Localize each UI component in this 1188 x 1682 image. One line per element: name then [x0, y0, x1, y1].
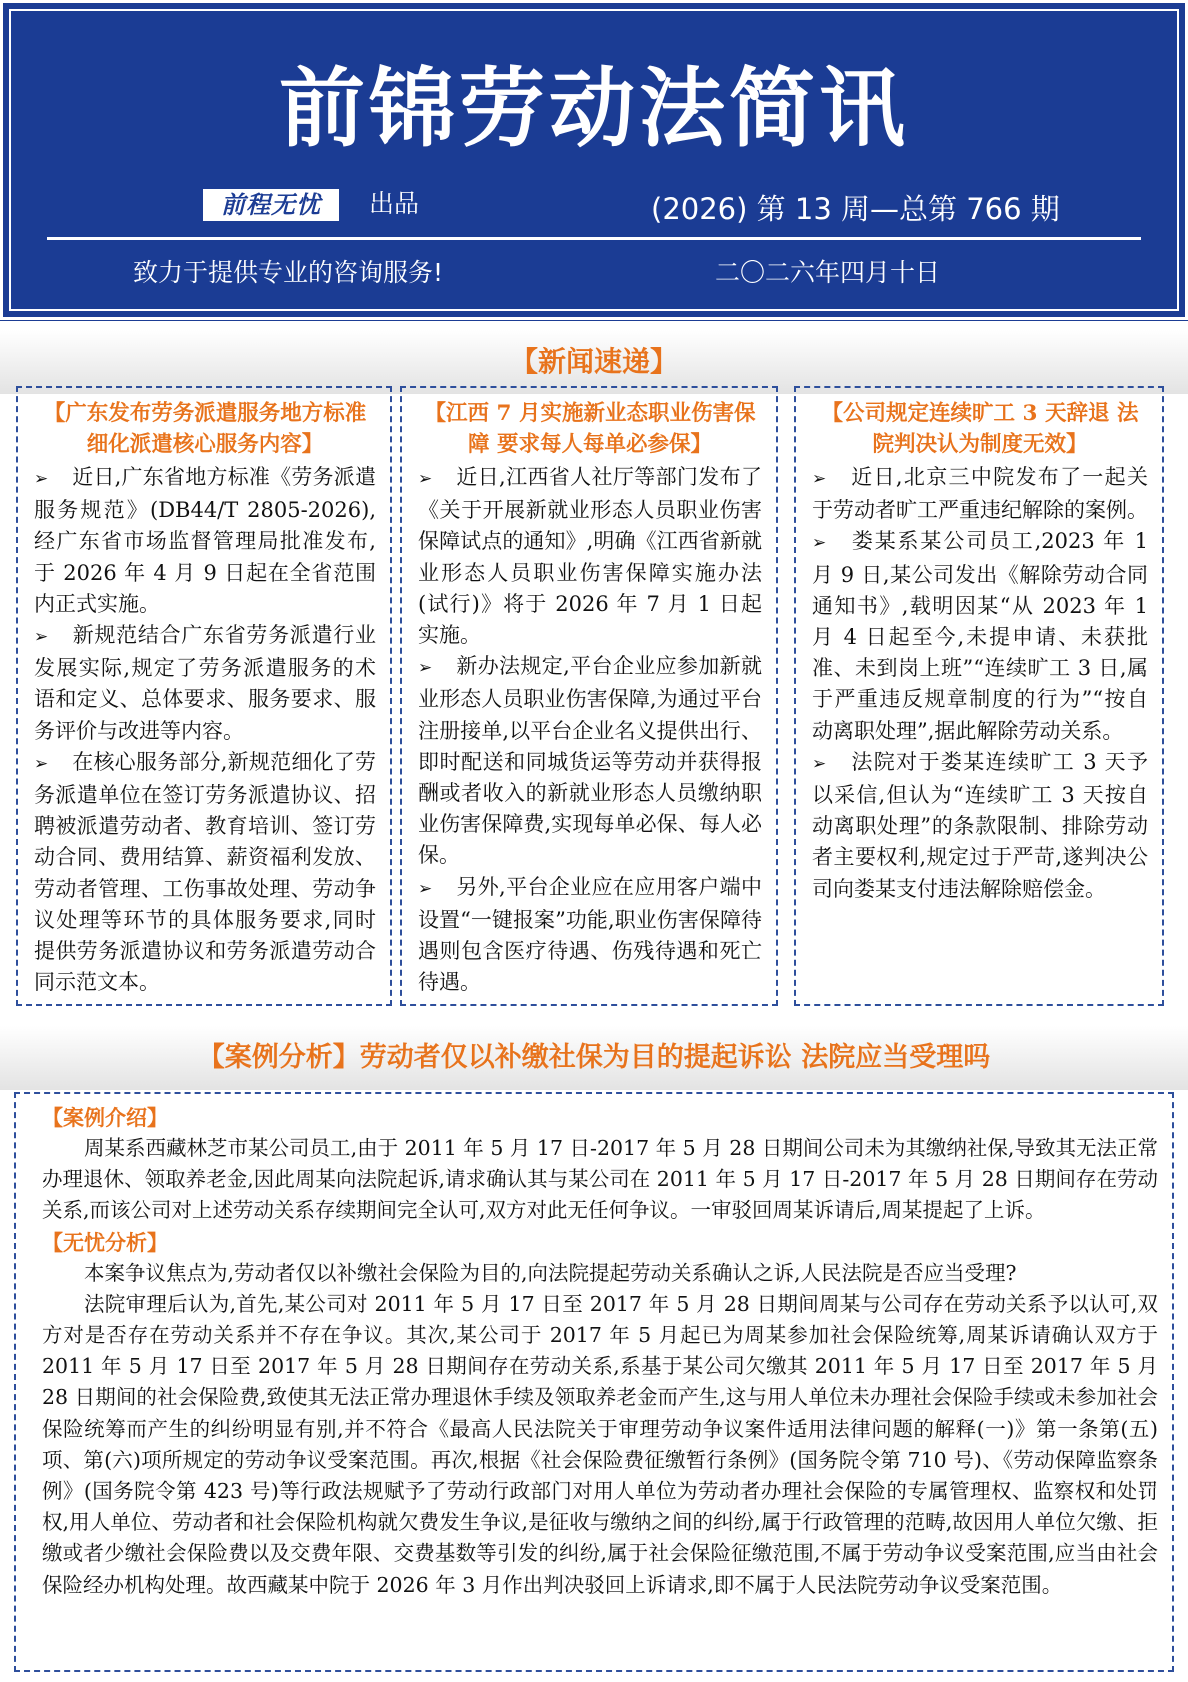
arrow-bullet-icon: ➢ [812, 469, 827, 489]
case-intro-heading: 【案例介绍】 [42, 1105, 168, 1130]
news-bullet: ➢ 新规范结合广东省劳务派遣行业发展实际,规定了劳务派遣服务的术语和定义、总体要求、服务要求、服务评价与改进等内容。 [34, 623, 376, 743]
case-analysis-heading: 【无忧分析】 [42, 1229, 168, 1255]
news-bullet: ➢ 近日,江西省人社厅等部门发布了《关于开展新就业形态人员职业伤害保障试点的通知》,明确《江西省新就业形态人员职业伤害保障实施办法(试行)》将于 2026 年 7 月 1 日起实施。 [418, 465, 762, 648]
arrow-bullet-icon: ➢ [812, 753, 827, 774]
arrow-bullet-icon: ➢ [418, 658, 433, 679]
news-headline: 【广东发布劳务派遣服务地方标准 细化派遣核心服务内容】 [43, 401, 367, 457]
news-column-guangdong [16, 386, 392, 1006]
arrow-bullet-icon: ➢ [812, 533, 827, 554]
news-bullet: ➢ 在核心服务部分,新规范细化了劳务派遣单位在签订劳务派遣协议、招聘被派遣劳动者、教育培训、签订劳动合同、费用结算、薪资福利发放、劳动者管理、工伤事故处理、劳动争议处理等环节的具体服务要求,同时提供劳务派遣协议和劳务派遣劳动合同示范文本。 [34, 749, 376, 995]
news-section-banner [0, 330, 1188, 394]
news-headline: 【公司规定连续旷工 3 天辞退 法院判决认为制度无效】 [821, 401, 1139, 457]
case-analysis-paragraph: 法院审理后认为,首先,某公司对 2011 年 5 月 17 日至 2017 年 5 月 28 日期间周某与公司存在劳动关系予以认可,双方对是否存在劳动关系并不存在争议。其次,某公司于 2017 年 5 月起已为周某参加社会保险统筹,周某诉请确认双方于 2011 年 5 月 17 日至 2017 年 5 月 28 日期间存在劳动关系,系基于某公司欠缴其 2011 年 5 月 17 日至 2017 年 5 月 28 日期间的社会保险费,致使其无法正常办理退休手续及领取养老金而产生,这与用人单位未办理社会保险手续或未参加社会保险统筹而产生的纠纷明显有别,并不符合《最高人民法院关于审理劳动争议案件适用法律问题的解释(一)》第一条第(五)项、第(六)项所规定的劳动争议受案范围。再次,根据《社会保险费征缴暂行条例》(国务院令第 710 号)、《劳动保障监察条例》(国务院令第 423 号)等行政法规赋予了劳动行政部门对用人单位为劳动者办理社会保险的专属管理权、监察权和处罚权,用人单位、劳动者和社会保险机构就欠费发生争议,是征收与缴纳之间的纠纷,属于行政管理的范畴,故因用人单位欠缴、拒缴或者少缴社会保险费以及交费年限、交费基数等引发的纠纷,属于社会保险征缴范围,不属于劳动争议受案范围,应当由社会保险经办机构处理。故西藏某中院于 2026 年 3 月作出判决驳回上诉请求,即不属于人民法院劳动争议受案范围。 [42, 1291, 1158, 1597]
news-headline: 【江西 7 月实施新业态职业伤害保障 要求每人每单必参保】 [424, 401, 756, 457]
arrow-bullet-icon: ➢ [34, 627, 49, 648]
newsletter-title: 前锦劳动法简讯 [279, 59, 909, 159]
case-analysis-box [14, 1092, 1174, 1672]
arrow-bullet-icon: ➢ [34, 753, 49, 774]
news-section-title: 【新闻速递】 [509, 345, 678, 378]
header-divider [47, 237, 1141, 240]
news-bullet: ➢ 法院对于娄某连续旷工 3 天予以采信,但认为“连续旷工 3 天按自动离职处理”的条款限制、排除劳动者主要权利,规定过于严苛,遂判决公司向娄某支付违法解除赔偿金。 [812, 749, 1148, 901]
case-analysis-paragraph: 本案争议焦点为,劳动者仅以补缴社会保险为目的,向法院提起劳动关系确认之诉,人民法院是否应当受理? [84, 1260, 1017, 1285]
news-bullet: ➢ 另外,平台企业应在应用客户端中设置“一键报案”功能,职业伤害保障待遇则包含医疗待遇、伤残待遇和死亡待遇。 [418, 874, 762, 995]
arrow-bullet-icon: ➢ [418, 878, 433, 899]
news-bullet: ➢ 近日,北京三中院发布了一起关于劳动者旷工严重违纪解除的案例。 [812, 465, 1148, 523]
company-logo: 前程无忧 [203, 189, 339, 221]
issue-date: 二〇二六年四月十日 [715, 258, 941, 287]
news-bullet: ➢ 娄某系某公司员工,2023 年 1 月 9 日,某公司发出《解除劳动合同通知书》,载明因某“从 2023 年 1 月 4 日起至今,未提申请、未获批准、未到岗上班”“连续旷工 3 日,属于严重违反规章制度的行为”“按自动离职处理”,据此解除劳动关系。 [812, 529, 1148, 743]
arrow-bullet-icon: ➢ [418, 469, 433, 489]
masthead-header [0, 0, 1188, 320]
issue-number: (2026) 第 13 周—总第 766 期 [651, 192, 1060, 226]
slogan: 致力于提供专业的咨询服务! [133, 258, 444, 287]
news-bullet: ➢ 新办法规定,平台企业应参加新就业形态人员职业伤害保障,为通过平台注册接单,以平台企业名义提供出行、即时配送和同城货运等劳动并获得报酬或者收入的新就业形态人员缴纳职业伤害保障费,实现每单必保、每人必保。 [418, 654, 762, 868]
producer-label: 出品 [369, 189, 420, 218]
case-intro-paragraph: 周某系西藏林芝市某公司员工,由于 2011 年 5 月 17 日-2017 年 5 月 28 日期间公司未为其缴纳社保,导致其无法正常办理退休、领取养老金,因此周某向法院起诉,请求确认其与某公司在 2011 年 5 月 17 日-2017 年 5 月 28 日期间存在劳动关系,而该公司对上述劳动关系存续期间完全认可,双方对此无任何争议。一审驳回周某诉请后,周某提起了上诉。 [42, 1136, 1158, 1223]
news-bullet: ➢ 近日,广东省地方标准《劳务派遣服务规范》(DB44/T 2805-2026),经广东省市场监督管理局批准发布,于 2026 年 4 月 9 日起在全省范围内正式实施。 [34, 465, 376, 616]
news-column-jiangxi [400, 386, 778, 1006]
case-section-title: 【案例分析】劳动者仅以补缴社保为目的提起诉讼 法院应当受理吗 [197, 1042, 991, 1073]
arrow-bullet-icon: ➢ [34, 469, 49, 489]
case-section-banner [0, 1026, 1188, 1090]
news-column-beijing [794, 386, 1164, 1006]
